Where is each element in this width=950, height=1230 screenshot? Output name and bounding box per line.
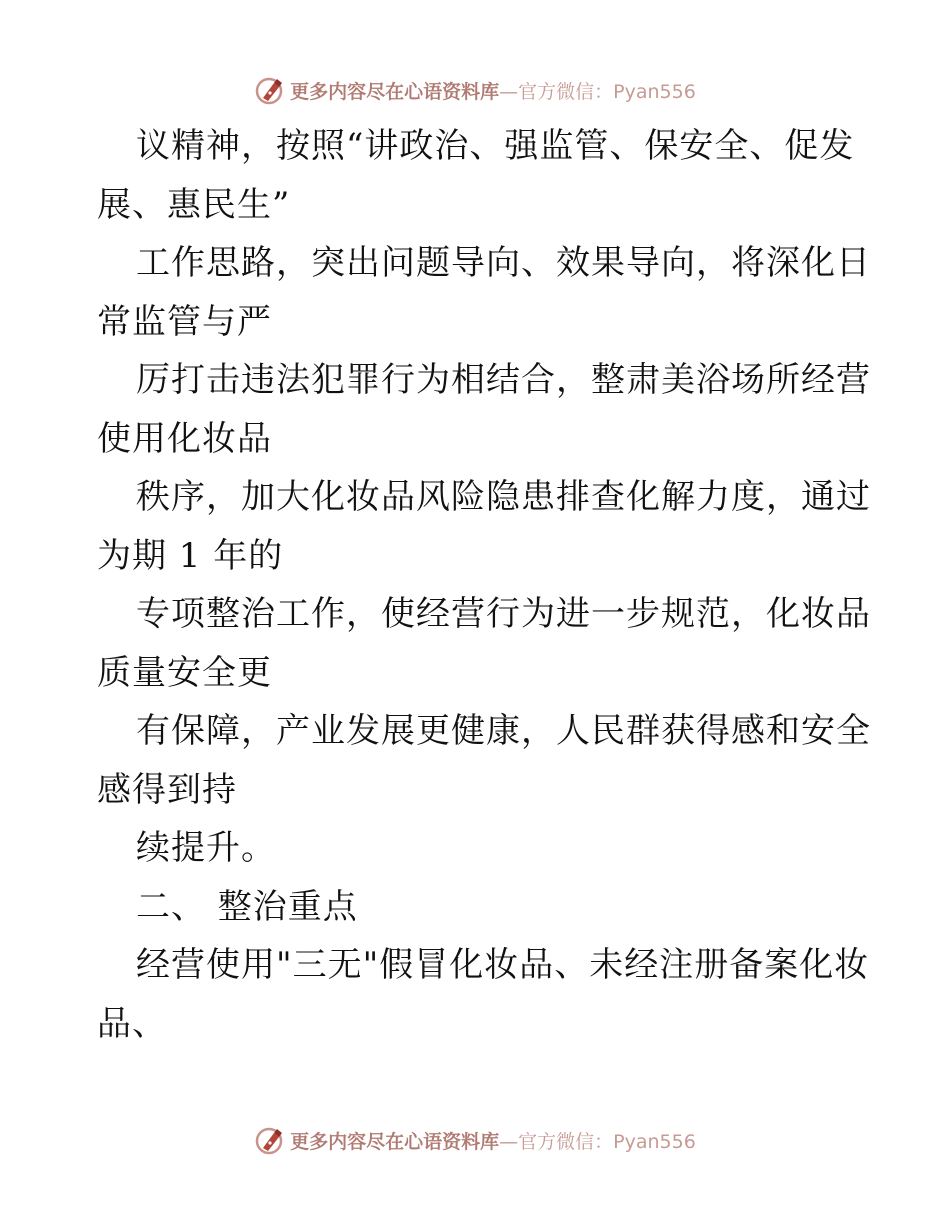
text-line: 使用化妆品 [97, 418, 272, 459]
text-line: 感得到持 [97, 769, 237, 810]
header-watermark [0, 70, 950, 110]
text-line: 续提升。 [136, 828, 276, 868]
text-line: 有保障，产业发展更健康，人民群获得感和安全 [136, 711, 871, 751]
watermark-dash: — [499, 1130, 519, 1153]
watermark-brand: 更多内容尽在心语资料库 [290, 80, 500, 103]
pen-nib-circle-icon [254, 74, 286, 106]
watermark-text [290, 77, 696, 104]
document-body [97, 117, 871, 1053]
text-line: 展、惠民生” [97, 184, 291, 225]
watermark-text [290, 1127, 696, 1154]
text-line: 为期 1 年的 [97, 535, 284, 576]
pen-nib-circle-icon [254, 1124, 286, 1156]
text-line: 质量安全更 [97, 652, 272, 693]
text-line: 常监管与严 [97, 301, 272, 342]
watermark-brand: 更多内容尽在心语资料库 [290, 1130, 500, 1153]
text-line: 品、 [97, 1003, 167, 1044]
text-line: 议精神，按照“讲政治、强监管、保安全、促发 [136, 126, 855, 166]
footer-watermark [0, 1120, 950, 1160]
text-line: 厉打击违法犯罪行为相结合，整肃美浴场所经营 [136, 360, 871, 400]
text-line: 经营使用"三无"假冒化妆品、未经注册备案化妆 [136, 945, 870, 985]
watermark-wechat: 官方微信：Pyan556 [518, 80, 696, 103]
text-line: 工作思路，突出问题导向、效果导向，将深化日 [136, 243, 871, 283]
text-line: 专项整治工作，使经营行为进一步规范，化妆品 [136, 594, 871, 634]
watermark-wechat: 官方微信：Pyan556 [518, 1130, 696, 1153]
text-line: 秩序，加大化妆品风险隐患排查化解力度，通过 [136, 477, 871, 517]
section-heading: 二、 整治重点 [136, 886, 358, 927]
watermark-dash: — [499, 80, 519, 103]
